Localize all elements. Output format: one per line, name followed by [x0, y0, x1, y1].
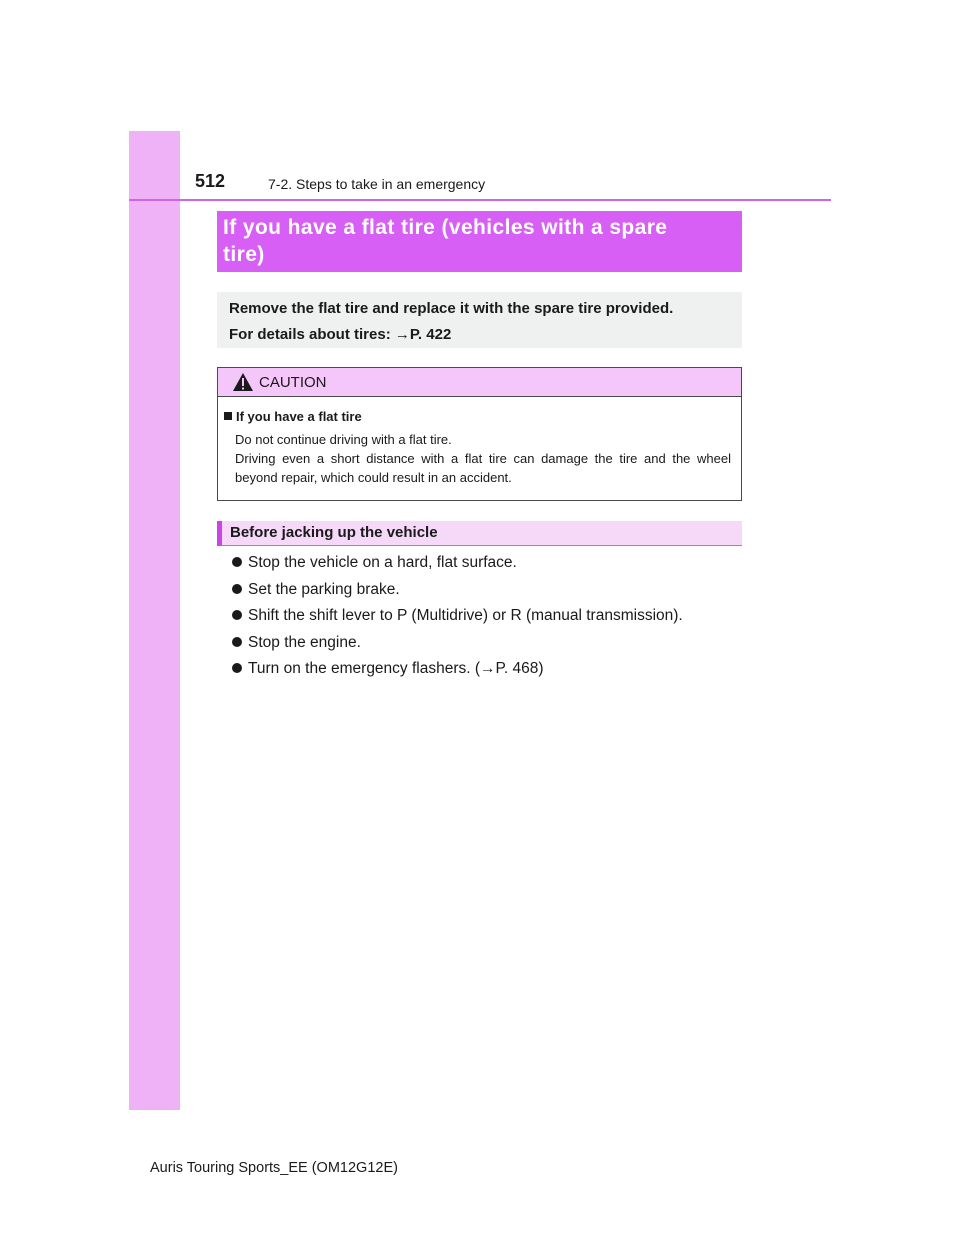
- bullet-icon: [232, 663, 242, 673]
- section-header: 7-2. Steps to take in an emergency: [268, 176, 486, 192]
- header-rule: [129, 199, 831, 201]
- caution-body: [218, 397, 741, 487]
- caution-text-2: Driving even a short distance with a flat tire can damage the tire and the wheel beyond repair, which could result in an accident.: [235, 451, 731, 485]
- page-title-line-2: tire): [223, 243, 265, 266]
- bullet-icon: [232, 637, 242, 647]
- sub-header-bar: [217, 521, 222, 546]
- square-bullet-icon: [224, 412, 232, 420]
- warning-triangle-icon: [232, 372, 254, 397]
- caution-item-title: [224, 409, 731, 425]
- page-title: [223, 214, 734, 268]
- list-item: [232, 632, 683, 659]
- bullet-icon: [232, 557, 242, 567]
- sub-header: [217, 521, 742, 546]
- list-item: [232, 552, 683, 579]
- page-title-line-1: If you have a flat tire (vehicles with a spare: [223, 216, 668, 239]
- step-text: Shift the shift lever to P (Multidrive) or R (manual transmission).: [248, 607, 683, 625]
- caution-label: CAUTION: [259, 374, 327, 391]
- sub-header-text: Before jacking up the vehicle: [230, 524, 438, 541]
- steps-list: [232, 552, 683, 685]
- bullet-icon: [232, 610, 242, 620]
- footer: Auris Touring Sports_EE (OM12G12E): [150, 1160, 398, 1176]
- summary-box: [217, 292, 742, 348]
- bullet-icon: [232, 584, 242, 594]
- caution-header: [218, 368, 741, 397]
- list-item: [232, 579, 683, 606]
- step-text: Turn on the emergency flashers. (→P. 468): [248, 660, 544, 678]
- summary-line-1: Remove the flat tire and replace it with the spare tire provided.: [229, 300, 674, 317]
- list-item: [232, 605, 683, 632]
- step-text: Stop the vehicle on a hard, flat surface.: [248, 554, 517, 571]
- step-text: Stop the engine.: [248, 633, 361, 651]
- summary-line-2: For details about tires: →P. 422: [229, 326, 452, 343]
- step-text: Set the parking brake.: [248, 580, 400, 598]
- caution-box: [217, 367, 742, 501]
- page-title-box: [217, 211, 742, 272]
- page-number: 512: [195, 171, 226, 191]
- caution-text-1: Do not continue driving with a flat tire.: [235, 432, 452, 447]
- side-band: [129, 131, 180, 1110]
- list-item: [232, 658, 683, 685]
- caution-item-title-text: If you have a flat tire: [236, 409, 362, 424]
